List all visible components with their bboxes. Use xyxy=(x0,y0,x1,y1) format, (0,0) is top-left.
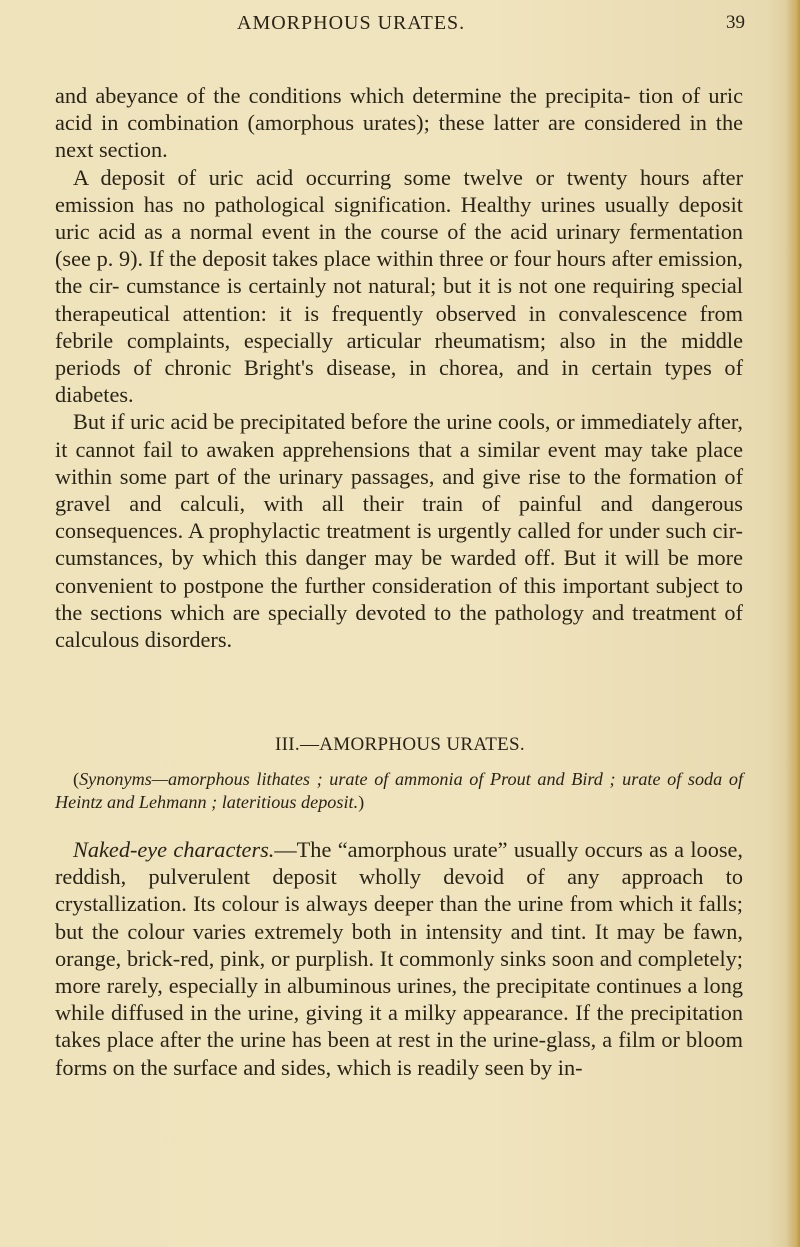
paragraph-2: A deposit of uric acid occurring some twelve or twenty hours after emission has no pathological signification. Healthy urines usually deposit uric acid as a normal event in the course of the acid urinary fermentation (see p. 9). If the deposit takes place within three or four hours after emission, the cir- cumstance is certainly not natural; but it is not one requiring special therapeutical attention: it is frequently observed in convalescence from febrile complaints, especially articular rheumatism; also in the middle periods of chronic Bright's disease, in chorea, and in certain types of diabetes. xyxy=(55,164,743,408)
section-body-text xyxy=(55,836,743,1081)
page-edge-shadow xyxy=(786,0,800,1247)
lead-in-heading: Naked-eye characters. xyxy=(73,837,275,862)
section-paragraph xyxy=(55,836,743,1081)
paragraph-1: and abeyance of the conditions which determine the precipita- tion of uric acid in combination (amorphous urates); these latter are considered in the next section. xyxy=(55,83,743,163)
synonyms-open-paren: ( xyxy=(73,769,80,789)
paragraph-3: But if uric acid be precipitated before the urine cools, or immediately after, it cannot fail to awaken apprehensions that a similar event may take place within some part of the urinary passages, and give rise to the formation of gravel and calculi, with all their train of painful and dangerous consequences. A prophylactic treatment is urgently called for under such cir- cumstances, by which this danger may be warded off. But it will be more convenient to postpone the further consideration of this important subject to the sections which are specially devoted to the pathology and treatment of calculous disorders. xyxy=(55,409,743,653)
section-heading: III.—AMORPHOUS URATES. xyxy=(275,734,525,755)
page-header xyxy=(55,10,745,40)
synonyms-note xyxy=(55,768,743,814)
page-number: 39 xyxy=(726,12,745,33)
synonyms-close-paren: ) xyxy=(358,792,365,812)
running-title: AMORPHOUS URATES. xyxy=(237,12,466,34)
section-paragraph-text: —The “amorphous urate” usually occurs as a loose, reddish, pulverulent deposit wholly devoid of any approach to crystallization. Its colour is always deeper than the urine from which it falls; but the colour varies extremely both in intensity and tint. It may be fawn, orange, brick-red, pink, or purplish. It commonly sinks soon and completely; more rarely, especially in albuminous urines, the precipitate continues a long while diffused in the urine, giving it a milky appearance. If the precipitation takes place after the urine has been at rest in the urine-glass, a film or bloom forms on the surface and sides, which is readily seen by in- xyxy=(55,837,743,1080)
synonyms-text: Synonyms—amorphous lithates ; urate of ammonia of Prout and Bird ; urate of soda of Heintz and Lehmann ; lateritious deposit. xyxy=(55,769,743,812)
body-text xyxy=(55,82,743,653)
